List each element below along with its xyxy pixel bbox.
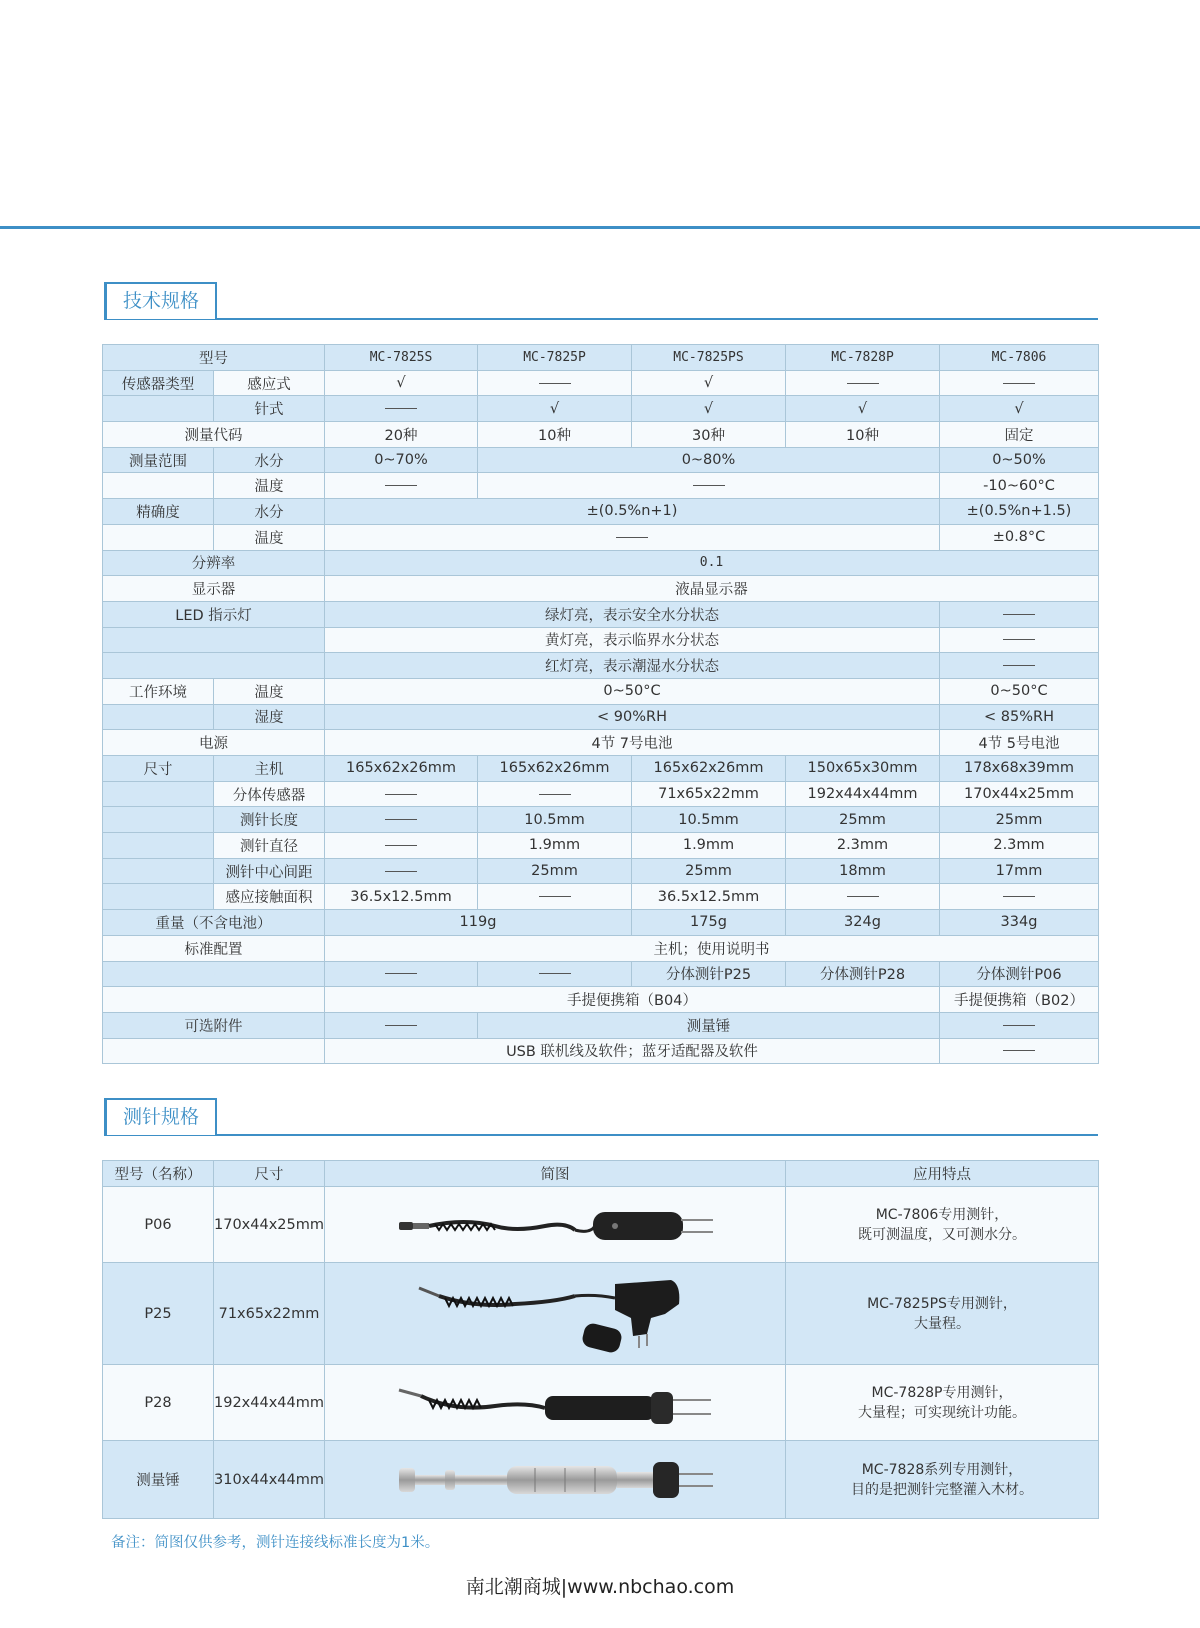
- table-row: [103, 345, 1099, 371]
- table-cell: 310x44x44mm: [214, 1441, 325, 1519]
- table-cell: 165x62x26mm: [478, 756, 632, 782]
- table-cell: [103, 1038, 325, 1064]
- table-cell: 湿度: [214, 704, 325, 730]
- table-cell: MC-7825S: [325, 345, 478, 371]
- table-row: [103, 730, 1099, 756]
- table-cell: 4节 7号电池: [325, 730, 940, 756]
- table-cell: 简图: [325, 1161, 786, 1187]
- table-cell: [940, 1038, 1099, 1064]
- table-cell: 绿灯亮，表示安全水分状态: [325, 601, 940, 627]
- table-cell: 分体测针P06: [940, 961, 1099, 987]
- table-cell: 0~80%: [478, 447, 940, 473]
- table-row: [103, 858, 1099, 884]
- table-cell: 170x44x25mm: [214, 1187, 325, 1263]
- table-row: [103, 1161, 1099, 1187]
- table-cell: LED 指示灯: [103, 601, 325, 627]
- table-cell: MC-7828P: [786, 345, 940, 371]
- dash: [847, 383, 879, 384]
- table-cell: 2.3mm: [786, 833, 940, 859]
- table-cell: [103, 961, 325, 987]
- table-cell: 测针长度: [214, 807, 325, 833]
- table-cell: 重量（不含电池）: [103, 910, 325, 936]
- table-cell: P28: [103, 1365, 214, 1441]
- table-cell: √: [325, 370, 478, 396]
- dash: [1003, 1025, 1035, 1026]
- table-cell: 主机；使用说明书: [325, 935, 1099, 961]
- dash: [385, 408, 417, 409]
- table-cell: 标准配置: [103, 935, 325, 961]
- table-cell: 测量锤: [103, 1441, 214, 1519]
- spec-section-title: 技术规格: [104, 282, 217, 319]
- table-cell: [325, 396, 478, 422]
- table-row: [103, 1441, 1099, 1519]
- table-cell: [103, 473, 214, 499]
- dash: [385, 819, 417, 820]
- table-row: [103, 550, 1099, 576]
- dash: [385, 871, 417, 872]
- table-row: [103, 370, 1099, 396]
- probe-section-title: 测针规格: [104, 1098, 217, 1135]
- table-cell: √: [478, 396, 632, 422]
- table-cell: 温度: [214, 524, 325, 550]
- table-row: [103, 396, 1099, 422]
- table-cell: [103, 627, 325, 653]
- table-cell: 0.1: [325, 550, 1099, 576]
- table-cell: 尺寸: [214, 1161, 325, 1187]
- table-cell: 324g: [786, 910, 940, 936]
- table-cell: 192x44x44mm: [214, 1365, 325, 1441]
- table-cell: [325, 473, 478, 499]
- table-cell: P25: [103, 1263, 214, 1365]
- table-cell: 36.5x12.5mm: [325, 884, 478, 910]
- table-cell: [103, 987, 325, 1013]
- table-cell: 150x65x30mm: [786, 756, 940, 782]
- table-cell: 红灯亮，表示潮湿水分状态: [325, 653, 940, 679]
- table-cell: [940, 370, 1099, 396]
- table-cell: 20种: [325, 422, 478, 448]
- table-cell: [325, 1263, 786, 1365]
- table-cell: 170x44x25mm: [940, 781, 1099, 807]
- table-cell: [103, 858, 214, 884]
- table-cell: 10.5mm: [478, 807, 632, 833]
- table-cell: 2.3mm: [940, 833, 1099, 859]
- table-cell: 应用特点: [786, 1161, 1099, 1187]
- table-cell: 分体测针P25: [632, 961, 786, 987]
- table-cell: 测量范围: [103, 447, 214, 473]
- table-row: [103, 576, 1099, 602]
- table-cell: 手提便携箱（B04）: [325, 987, 940, 1013]
- table-cell: 温度: [214, 678, 325, 704]
- table-cell: 测针中心间距: [214, 858, 325, 884]
- table-cell: 针式: [214, 396, 325, 422]
- table-cell: 测针直径: [214, 833, 325, 859]
- table-row: [103, 1263, 1099, 1365]
- table-cell: [940, 627, 1099, 653]
- hammer-illustration: [395, 1452, 715, 1508]
- table-row: [103, 910, 1099, 936]
- dash: [385, 1025, 417, 1026]
- table-cell: [103, 884, 214, 910]
- table-row: [103, 807, 1099, 833]
- dash: [385, 794, 417, 795]
- table-cell: 分体传感器: [214, 781, 325, 807]
- table-row: [103, 961, 1099, 987]
- table-cell: [325, 858, 478, 884]
- table-cell: ±0.8°C: [940, 524, 1099, 550]
- table-cell: 10种: [478, 422, 632, 448]
- table-cell: MC-7825PS专用测针， 大量程。: [786, 1263, 1099, 1365]
- dash: [385, 485, 417, 486]
- table-cell: √: [632, 396, 786, 422]
- table-cell: ±(0.5%n+1): [325, 499, 940, 525]
- table-cell: 传感器类型: [103, 370, 214, 396]
- table-cell: 119g: [325, 910, 632, 936]
- probe-p28-illustration: [395, 1378, 715, 1428]
- table-cell: -10~60°C: [940, 473, 1099, 499]
- table-cell: [103, 807, 214, 833]
- table-cell: [103, 781, 214, 807]
- table-cell: [478, 473, 940, 499]
- probe-table: [102, 1160, 1099, 1519]
- table-cell: 感应接触面积: [214, 884, 325, 910]
- table-cell: [478, 370, 632, 396]
- table-cell: [478, 884, 632, 910]
- table-cell: 178x68x39mm: [940, 756, 1099, 782]
- dash: [539, 896, 571, 897]
- table-cell: √: [940, 396, 1099, 422]
- table-cell: MC-7828系列专用测针， 目的是把测针完整灌入木材。: [786, 1441, 1099, 1519]
- table-cell: 测量代码: [103, 422, 325, 448]
- table-cell: 型号（名称）: [103, 1161, 214, 1187]
- dash: [1003, 614, 1035, 615]
- table-cell: 0~70%: [325, 447, 478, 473]
- table-cell: 1.9mm: [478, 833, 632, 859]
- table-cell: MC-7825P: [478, 345, 632, 371]
- table-cell: ±(0.5%n+1.5): [940, 499, 1099, 525]
- table-row: [103, 1187, 1099, 1263]
- table-cell: [325, 1365, 786, 1441]
- table-cell: 17mm: [940, 858, 1099, 884]
- table-cell: 黄灯亮，表示临界水分状态: [325, 627, 940, 653]
- table-cell: [103, 704, 214, 730]
- table-cell: [325, 961, 478, 987]
- table-cell: 4节 5号电池: [940, 730, 1099, 756]
- table-row: [103, 678, 1099, 704]
- table-cell: 0~50°C: [325, 678, 940, 704]
- table-row: [103, 704, 1099, 730]
- table-cell: [325, 807, 478, 833]
- table-row: [103, 627, 1099, 653]
- table-row: [103, 987, 1099, 1013]
- table-cell: [103, 524, 214, 550]
- table-cell: 尺寸: [103, 756, 214, 782]
- table-cell: [325, 781, 478, 807]
- table-cell: 型号: [103, 345, 325, 371]
- table-cell: MC-7828P专用测针， 大量程；可实现统计功能。: [786, 1365, 1099, 1441]
- table-cell: 分辨率: [103, 550, 325, 576]
- table-cell: 温度: [214, 473, 325, 499]
- table-cell: 电源: [103, 730, 325, 756]
- note-text: 备注：简图仅供参考，测针连接线标准长度为1米。: [111, 1535, 440, 1551]
- spec-section-header: [104, 282, 1098, 320]
- table-cell: 感应式: [214, 370, 325, 396]
- table-cell: 165x62x26mm: [632, 756, 786, 782]
- table-cell: 分体测针P28: [786, 961, 940, 987]
- table-cell: √: [632, 370, 786, 396]
- table-cell: USB 联机线及软件；蓝牙适配器及软件: [325, 1038, 940, 1064]
- table-cell: 25mm: [786, 807, 940, 833]
- probe-p06-illustration: [395, 1200, 715, 1250]
- table-row: [103, 601, 1099, 627]
- table-row: [103, 422, 1099, 448]
- probe-section-header: [104, 1098, 1098, 1136]
- dash: [1003, 896, 1035, 897]
- dash: [385, 845, 417, 846]
- table-cell: 工作环境: [103, 678, 214, 704]
- table-cell: < 90%RH: [325, 704, 940, 730]
- table-cell: [940, 601, 1099, 627]
- dash: [385, 973, 417, 974]
- table-cell: P06: [103, 1187, 214, 1263]
- table-row: [103, 781, 1099, 807]
- table-cell: [325, 833, 478, 859]
- table-row: [103, 653, 1099, 679]
- table-row: [103, 1038, 1099, 1064]
- table-cell: 精确度: [103, 499, 214, 525]
- table-cell: 192x44x44mm: [786, 781, 940, 807]
- dash: [616, 537, 648, 538]
- table-cell: 36.5x12.5mm: [632, 884, 786, 910]
- table-cell: 30种: [632, 422, 786, 448]
- table-cell: 显示器: [103, 576, 325, 602]
- table-cell: 25mm: [940, 807, 1099, 833]
- table-cell: [940, 1012, 1099, 1038]
- table-row: [103, 524, 1099, 550]
- table-cell: 可选附件: [103, 1012, 325, 1038]
- table-cell: MC-7806专用测针， 既可测温度，又可测水分。: [786, 1187, 1099, 1263]
- table-cell: 18mm: [786, 858, 940, 884]
- table-cell: 10种: [786, 422, 940, 448]
- table-cell: [940, 884, 1099, 910]
- table-cell: 手提便携箱（B02）: [940, 987, 1099, 1013]
- table-row: [103, 935, 1099, 961]
- table-cell: [940, 653, 1099, 679]
- table-cell: 液晶显示器: [325, 576, 1099, 602]
- dash: [1003, 665, 1035, 666]
- table-cell: MC-7825PS: [632, 345, 786, 371]
- table-row: [103, 1012, 1099, 1038]
- dash: [693, 485, 725, 486]
- table-cell: [103, 396, 214, 422]
- table-cell: 165x62x26mm: [325, 756, 478, 782]
- table-cell: 10.5mm: [632, 807, 786, 833]
- table-cell: 测量锤: [478, 1012, 940, 1038]
- table-cell: 0~50%: [940, 447, 1099, 473]
- dash: [539, 973, 571, 974]
- table-cell: [478, 781, 632, 807]
- probe-p25-illustration: [415, 1274, 695, 1354]
- table-cell: 0~50°C: [940, 678, 1099, 704]
- table-cell: [103, 833, 214, 859]
- table-row: [103, 473, 1099, 499]
- table-row: [103, 833, 1099, 859]
- table-row: [103, 884, 1099, 910]
- dash: [1003, 1050, 1035, 1051]
- table-cell: 1.9mm: [632, 833, 786, 859]
- table-cell: 71x65x22mm: [632, 781, 786, 807]
- table-cell: [325, 1441, 786, 1519]
- dash: [1003, 383, 1035, 384]
- table-cell: [478, 961, 632, 987]
- table-cell: [786, 884, 940, 910]
- table-row: [103, 756, 1099, 782]
- table-cell: MC-7806: [940, 345, 1099, 371]
- table-cell: 25mm: [478, 858, 632, 884]
- table-row: [103, 1365, 1099, 1441]
- table-cell: 71x65x22mm: [214, 1263, 325, 1365]
- table-cell: 水分: [214, 499, 325, 525]
- dash: [847, 896, 879, 897]
- table-cell: [786, 370, 940, 396]
- table-cell: [325, 1187, 786, 1263]
- table-cell: 334g: [940, 910, 1099, 936]
- footer-text: 南北潮商城|www.nbchao.com: [465, 1576, 735, 1598]
- table-cell: 175g: [632, 910, 786, 936]
- dash: [1003, 639, 1035, 640]
- table-cell: [325, 1012, 478, 1038]
- spec-table: [102, 344, 1099, 1064]
- table-cell: 25mm: [632, 858, 786, 884]
- table-cell: [103, 653, 325, 679]
- table-cell: < 85%RH: [940, 704, 1099, 730]
- table-row: [103, 447, 1099, 473]
- table-cell: √: [786, 396, 940, 422]
- table-cell: 主机: [214, 756, 325, 782]
- table-cell: 水分: [214, 447, 325, 473]
- top-divider: [0, 226, 1200, 229]
- table-row: [103, 499, 1099, 525]
- dash: [539, 383, 571, 384]
- table-cell: [325, 524, 940, 550]
- table-cell: 固定: [940, 422, 1099, 448]
- dash: [539, 794, 571, 795]
